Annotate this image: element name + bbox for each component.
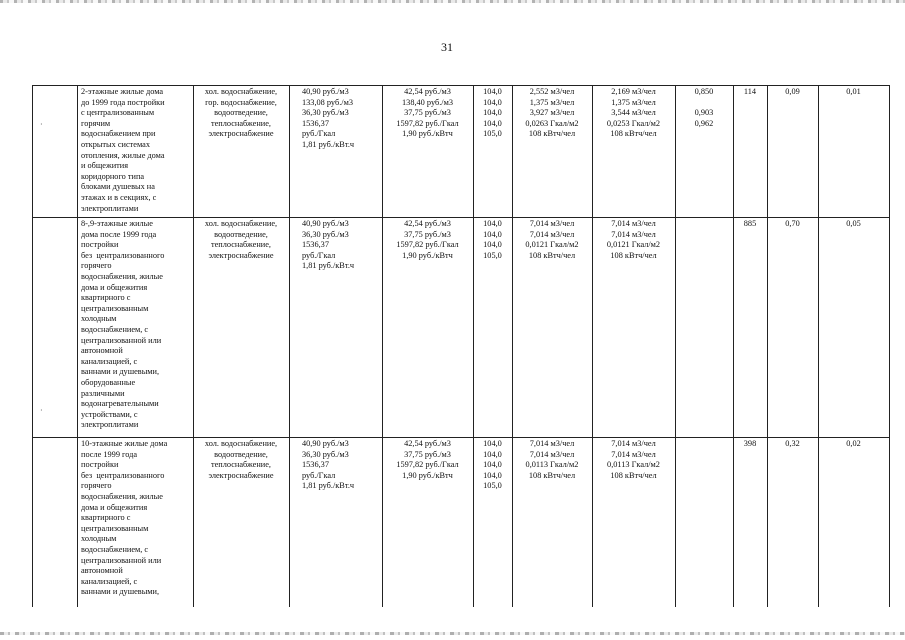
cell-count: 114: [743, 87, 757, 96]
column-divider: [733, 85, 734, 607]
row-divider: [33, 85, 889, 86]
cell-services: хол. водоснабжение, водоотведение, теплоснабжение, электроснабжение: [204, 219, 278, 260]
column-divider: [382, 85, 383, 607]
column-divider: [818, 85, 819, 607]
cell-building-type: 10-этажные жилые дома после 1999 года постройки без централизованного горячего водоснабжения, жилые дома и общежития квартирного с централизованным холодным водоснабжением, с централизованной или автономной канализацией, с ваннами и душевыми,: [81, 439, 168, 597]
cell-building-type: 2-этажные жилые дома до 1999 года постройки с централизованным горячим водоснабжением при открытых системах отопления, жилые дома и общежития коридорного типа блоками душевых на этажах и в секциях, с электроплитами: [81, 87, 165, 213]
cell-count: 885: [743, 219, 757, 228]
row-divider: [33, 217, 889, 218]
cell-value-b: 0,01: [846, 87, 861, 96]
cell-services: хол. водоснабжение, гор. водоснабжение, водоотведение, теплоснабжение, электроснабжение: [204, 87, 278, 139]
cell-index: 104,0 104,0 104,0 104,0 105,0: [483, 87, 502, 139]
cell-tariff-current: 40,90 руб./м3 36,30 руб./м3 1536,37 руб./Гкал 1,81 руб./кВт.ч: [302, 219, 355, 271]
cell-count: 398: [743, 439, 757, 448]
margin-mark: ·: [40, 406, 43, 415]
column-divider: [512, 85, 513, 607]
cell-tariff-new: 42,54 руб./м3 138,40 руб./м3 37,75 руб./м3 1597,82 руб./Гкал 1,90 руб./кВтч: [396, 87, 459, 139]
column-divider: [193, 85, 194, 607]
cell-tariff-current: 40,90 руб./м3 133,08 руб./м3 36,30 руб./м3 1536,37 руб./Гкал 1,81 руб./кВт.ч: [302, 87, 355, 149]
column-divider: [473, 85, 474, 607]
column-divider: [77, 85, 78, 607]
page-number: 31: [441, 40, 453, 54]
cell-value-b: 0,05: [846, 219, 861, 228]
cell-tariff-new: 42,54 руб./м3 37,75 руб./м3 1597,82 руб./Гкал 1,90 руб./кВтч: [396, 439, 459, 480]
margin-mark: ·: [40, 120, 43, 129]
column-divider: [767, 85, 768, 607]
cell-value-b: 0,02: [846, 439, 861, 448]
cell-value-a: 0,09: [785, 87, 800, 96]
cell-tariff-new: 42,54 руб./м3 37,75 руб./м3 1597,82 руб./Гкал 1,90 руб./кВтч: [396, 219, 459, 260]
cell-value-a: 0,70: [785, 219, 800, 228]
cell-norm-new: 7,014 м3/чел 7,014 м3/чел 0,0113 Гкал/м2 108 кВтч/чел: [607, 439, 660, 480]
cell-norm-current: 7,014 м3/чел 7,014 м3/чел 0,0121 Гкал/м2 108 кВтч/чел: [525, 219, 579, 260]
row-divider: [33, 437, 889, 438]
cell-norm-current: 2,552 м3/чел 1,375 м3/чел 3,927 м3/чел 0,0263 Гкал/м2 108 кВтч/чел: [525, 87, 579, 139]
cell-value-a: 0,32: [785, 439, 800, 448]
cell-norm-new: 2,169 м3/чел 1,375 м3/чел 3,544 м3/чел 0,0253 Гкал/м2 108 кВтч/чел: [606, 87, 661, 139]
cell-norm-new: 7,014 м3/чел 7,014 м3/чел 0,0121 Гкал/м2 108 кВтч/чел: [606, 219, 661, 260]
cell-services: хол. водоснабжение, водоотведение, теплоснабжение, электроснабжение: [204, 439, 278, 480]
cell-norm-current: 7,014 м3/чел 7,014 м3/чел 0,0113 Гкал/м2 108 кВтч/чел: [525, 439, 579, 480]
tariff-table: [32, 85, 890, 607]
column-divider: [289, 85, 290, 607]
column-divider: [675, 85, 676, 607]
cell-coefficient: 0,850 0,903 0,962: [694, 87, 714, 128]
cell-index: 104,0 104,0 104,0 104,0 105,0: [483, 439, 502, 491]
column-divider: [592, 85, 593, 607]
scan-artifact-top: [0, 0, 905, 3]
cell-index: 104,0 104,0 104,0 105,0: [483, 219, 502, 260]
cell-tariff-current: 40,90 руб./м3 36,30 руб./м3 1536,37 руб./Гкал 1,81 руб./кВт.ч: [302, 439, 355, 491]
scan-artifact-bottom: [0, 632, 905, 635]
cell-building-type: 8-,9-этажные жилые дома после 1999 года постройки без централизованного горячего водоснабжения, жилые дома и общежития квартирного с централизованным холодным водоснабжением, с централизованной или автономной канализацией, с ваннами и душевыми, оборудованные различными водонагревательными устройствами, с электроплитами: [81, 219, 165, 430]
